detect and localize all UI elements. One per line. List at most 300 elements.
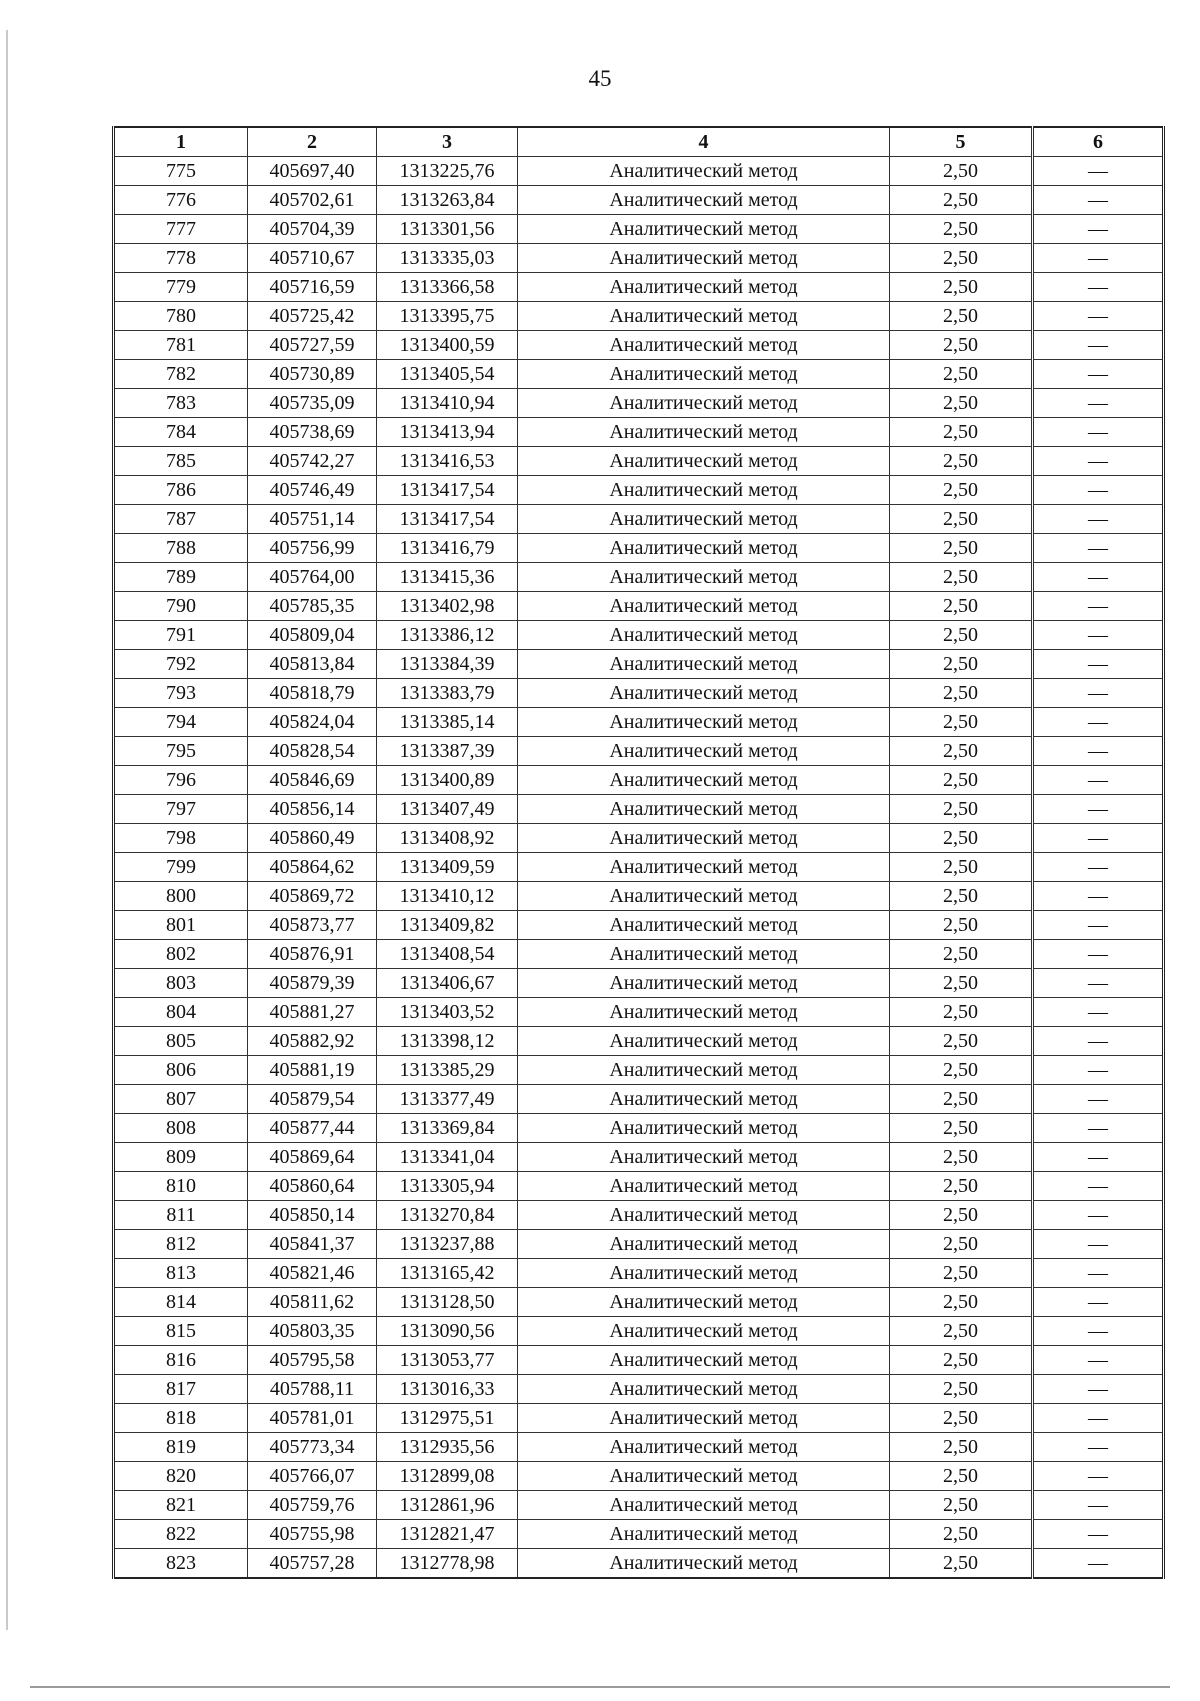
x-coordinate-cell: 405818,79: [248, 679, 377, 708]
method-cell: Аналитический метод: [518, 1172, 890, 1201]
table-row: [114, 1288, 1164, 1317]
accuracy-cell: 2,50: [890, 708, 1033, 737]
point-number-cell: 798: [114, 824, 248, 853]
x-coordinate-cell: 405795,58: [248, 1346, 377, 1375]
method-cell: Аналитический метод: [518, 1520, 890, 1549]
x-coordinate-cell: 405738,69: [248, 418, 377, 447]
accuracy-cell: 2,50: [890, 1230, 1033, 1259]
accuracy-cell: 2,50: [890, 157, 1033, 186]
method-cell: Аналитический метод: [518, 708, 890, 737]
method-cell: Аналитический метод: [518, 331, 890, 360]
accuracy-cell: 2,50: [890, 1259, 1033, 1288]
note-cell: —: [1033, 1259, 1164, 1288]
method-cell: Аналитический метод: [518, 1491, 890, 1520]
table-row: [114, 1462, 1164, 1491]
method-cell: Аналитический метод: [518, 998, 890, 1027]
coordinates-table: [112, 126, 1165, 1579]
x-coordinate-cell: 405735,09: [248, 389, 377, 418]
method-cell: Аналитический метод: [518, 1549, 890, 1579]
point-number-cell: 777: [114, 215, 248, 244]
point-number-cell: 814: [114, 1288, 248, 1317]
point-number-cell: 783: [114, 389, 248, 418]
table-row: [114, 650, 1164, 679]
x-coordinate-cell: 405710,67: [248, 244, 377, 273]
method-cell: Аналитический метод: [518, 1433, 890, 1462]
note-cell: —: [1033, 1520, 1164, 1549]
method-cell: Аналитический метод: [518, 679, 890, 708]
table-row: [114, 1027, 1164, 1056]
point-number-cell: 821: [114, 1491, 248, 1520]
method-cell: Аналитический метод: [518, 186, 890, 215]
y-coordinate-cell: 1313409,59: [377, 853, 518, 882]
table-row: [114, 679, 1164, 708]
y-coordinate-cell: 1313416,79: [377, 534, 518, 563]
point-number-cell: 779: [114, 273, 248, 302]
method-cell: Аналитический метод: [518, 621, 890, 650]
table-row: [114, 476, 1164, 505]
x-coordinate-cell: 405811,62: [248, 1288, 377, 1317]
table-row: [114, 1085, 1164, 1114]
y-coordinate-cell: 1313053,77: [377, 1346, 518, 1375]
x-coordinate-cell: 405785,35: [248, 592, 377, 621]
x-coordinate-cell: 405757,28: [248, 1549, 377, 1579]
accuracy-cell: 2,50: [890, 215, 1033, 244]
note-cell: —: [1033, 157, 1164, 186]
point-number-cell: 786: [114, 476, 248, 505]
accuracy-cell: 2,50: [890, 389, 1033, 418]
note-cell: —: [1033, 1549, 1164, 1579]
table-row: [114, 1317, 1164, 1346]
method-cell: Аналитический метод: [518, 795, 890, 824]
accuracy-cell: 2,50: [890, 1172, 1033, 1201]
accuracy-cell: 2,50: [890, 824, 1033, 853]
y-coordinate-cell: 1313410,12: [377, 882, 518, 911]
x-coordinate-cell: 405813,84: [248, 650, 377, 679]
note-cell: —: [1033, 853, 1164, 882]
y-coordinate-cell: 1313090,56: [377, 1317, 518, 1346]
note-cell: —: [1033, 1230, 1164, 1259]
y-coordinate-cell: 1313341,04: [377, 1143, 518, 1172]
note-cell: —: [1033, 186, 1164, 215]
y-coordinate-cell: 1313387,39: [377, 737, 518, 766]
table-row: [114, 737, 1164, 766]
x-coordinate-cell: 405704,39: [248, 215, 377, 244]
note-cell: —: [1033, 505, 1164, 534]
table-row: [114, 1230, 1164, 1259]
note-cell: —: [1033, 1201, 1164, 1230]
method-cell: Аналитический метод: [518, 476, 890, 505]
note-cell: —: [1033, 331, 1164, 360]
table-row: [114, 1433, 1164, 1462]
x-coordinate-cell: 405879,39: [248, 969, 377, 998]
point-number-cell: 792: [114, 650, 248, 679]
table-row: [114, 186, 1164, 215]
column-header: 3: [377, 127, 518, 157]
note-cell: —: [1033, 1346, 1164, 1375]
note-cell: —: [1033, 534, 1164, 563]
method-cell: Аналитический метод: [518, 244, 890, 273]
y-coordinate-cell: 1313403,52: [377, 998, 518, 1027]
table-row: [114, 1259, 1164, 1288]
point-number-cell: 782: [114, 360, 248, 389]
note-cell: —: [1033, 795, 1164, 824]
accuracy-cell: 2,50: [890, 1549, 1033, 1579]
x-coordinate-cell: 405873,77: [248, 911, 377, 940]
note-cell: —: [1033, 1143, 1164, 1172]
point-number-cell: 811: [114, 1201, 248, 1230]
y-coordinate-cell: 1313270,84: [377, 1201, 518, 1230]
table-row: [114, 534, 1164, 563]
y-coordinate-cell: 1313407,49: [377, 795, 518, 824]
x-coordinate-cell: 405697,40: [248, 157, 377, 186]
accuracy-cell: 2,50: [890, 1317, 1033, 1346]
table-row: [114, 766, 1164, 795]
y-coordinate-cell: 1313406,67: [377, 969, 518, 998]
column-header: 6: [1033, 127, 1164, 157]
method-cell: Аналитический метод: [518, 1288, 890, 1317]
table-row: [114, 1520, 1164, 1549]
point-number-cell: 785: [114, 447, 248, 476]
method-cell: Аналитический метод: [518, 534, 890, 563]
x-coordinate-cell: 405755,98: [248, 1520, 377, 1549]
point-number-cell: 796: [114, 766, 248, 795]
x-coordinate-cell: 405742,27: [248, 447, 377, 476]
point-number-cell: 789: [114, 563, 248, 592]
method-cell: Аналитический метод: [518, 1085, 890, 1114]
method-cell: Аналитический метод: [518, 766, 890, 795]
point-number-cell: 780: [114, 302, 248, 331]
table-row: [114, 795, 1164, 824]
method-cell: Аналитический метод: [518, 1230, 890, 1259]
accuracy-cell: 2,50: [890, 969, 1033, 998]
method-cell: Аналитический метод: [518, 1114, 890, 1143]
note-cell: —: [1033, 418, 1164, 447]
table-header: [114, 127, 1164, 157]
accuracy-cell: 2,50: [890, 998, 1033, 1027]
method-cell: Аналитический метод: [518, 215, 890, 244]
method-cell: Аналитический метод: [518, 882, 890, 911]
method-cell: Аналитический метод: [518, 418, 890, 447]
y-coordinate-cell: 1313128,50: [377, 1288, 518, 1317]
accuracy-cell: 2,50: [890, 447, 1033, 476]
table-row: [114, 447, 1164, 476]
point-number-cell: 788: [114, 534, 248, 563]
table-row: [114, 940, 1164, 969]
accuracy-cell: 2,50: [890, 911, 1033, 940]
x-coordinate-cell: 405781,01: [248, 1404, 377, 1433]
x-coordinate-cell: 405766,07: [248, 1462, 377, 1491]
y-coordinate-cell: 1313395,75: [377, 302, 518, 331]
y-coordinate-cell: 1313369,84: [377, 1114, 518, 1143]
note-cell: —: [1033, 1085, 1164, 1114]
method-cell: Аналитический метод: [518, 389, 890, 418]
method-cell: Аналитический метод: [518, 447, 890, 476]
accuracy-cell: 2,50: [890, 1404, 1033, 1433]
x-coordinate-cell: 405881,27: [248, 998, 377, 1027]
method-cell: Аналитический метод: [518, 563, 890, 592]
y-coordinate-cell: 1313417,54: [377, 476, 518, 505]
y-coordinate-cell: 1313016,33: [377, 1375, 518, 1404]
point-number-cell: 810: [114, 1172, 248, 1201]
point-number-cell: 819: [114, 1433, 248, 1462]
accuracy-cell: 2,50: [890, 360, 1033, 389]
method-cell: Аналитический метод: [518, 1404, 890, 1433]
y-coordinate-cell: 1312899,08: [377, 1462, 518, 1491]
y-coordinate-cell: 1313400,59: [377, 331, 518, 360]
table-row: [114, 911, 1164, 940]
method-cell: Аналитический метод: [518, 969, 890, 998]
point-number-cell: 801: [114, 911, 248, 940]
accuracy-cell: 2,50: [890, 244, 1033, 273]
table-row: [114, 824, 1164, 853]
note-cell: —: [1033, 679, 1164, 708]
note-cell: —: [1033, 1114, 1164, 1143]
y-coordinate-cell: 1313385,14: [377, 708, 518, 737]
accuracy-cell: 2,50: [890, 1491, 1033, 1520]
y-coordinate-cell: 1313410,94: [377, 389, 518, 418]
note-cell: —: [1033, 563, 1164, 592]
point-number-cell: 817: [114, 1375, 248, 1404]
accuracy-cell: 2,50: [890, 882, 1033, 911]
point-number-cell: 822: [114, 1520, 248, 1549]
point-number-cell: 795: [114, 737, 248, 766]
accuracy-cell: 2,50: [890, 273, 1033, 302]
scan-edge-left: [6, 30, 8, 1630]
table-row: [114, 302, 1164, 331]
x-coordinate-cell: 405773,34: [248, 1433, 377, 1462]
note-cell: —: [1033, 1288, 1164, 1317]
accuracy-cell: 2,50: [890, 1027, 1033, 1056]
x-coordinate-cell: 405730,89: [248, 360, 377, 389]
note-cell: —: [1033, 1027, 1164, 1056]
accuracy-cell: 2,50: [890, 766, 1033, 795]
table-row: [114, 360, 1164, 389]
table-row: [114, 1143, 1164, 1172]
table-row: [114, 882, 1164, 911]
x-coordinate-cell: 405869,72: [248, 882, 377, 911]
x-coordinate-cell: 405751,14: [248, 505, 377, 534]
note-cell: —: [1033, 273, 1164, 302]
method-cell: Аналитический метод: [518, 302, 890, 331]
method-cell: Аналитический метод: [518, 1317, 890, 1346]
point-number-cell: 805: [114, 1027, 248, 1056]
point-number-cell: 784: [114, 418, 248, 447]
x-coordinate-cell: 405846,69: [248, 766, 377, 795]
y-coordinate-cell: 1313165,42: [377, 1259, 518, 1288]
x-coordinate-cell: 405727,59: [248, 331, 377, 360]
accuracy-cell: 2,50: [890, 1288, 1033, 1317]
point-number-cell: 781: [114, 331, 248, 360]
table-row: [114, 1172, 1164, 1201]
accuracy-cell: 2,50: [890, 534, 1033, 563]
point-number-cell: 808: [114, 1114, 248, 1143]
point-number-cell: 812: [114, 1230, 248, 1259]
note-cell: —: [1033, 766, 1164, 795]
accuracy-cell: 2,50: [890, 940, 1033, 969]
point-number-cell: 818: [114, 1404, 248, 1433]
method-cell: Аналитический метод: [518, 1056, 890, 1085]
method-cell: Аналитический метод: [518, 273, 890, 302]
method-cell: Аналитический метод: [518, 505, 890, 534]
accuracy-cell: 2,50: [890, 1056, 1033, 1085]
y-coordinate-cell: 1313384,39: [377, 650, 518, 679]
y-coordinate-cell: 1313409,82: [377, 911, 518, 940]
method-cell: Аналитический метод: [518, 1259, 890, 1288]
accuracy-cell: 2,50: [890, 418, 1033, 447]
point-number-cell: 790: [114, 592, 248, 621]
point-number-cell: 794: [114, 708, 248, 737]
table-row: [114, 1346, 1164, 1375]
method-cell: Аналитический метод: [518, 1375, 890, 1404]
note-cell: —: [1033, 360, 1164, 389]
point-number-cell: 815: [114, 1317, 248, 1346]
point-number-cell: 800: [114, 882, 248, 911]
method-cell: Аналитический метод: [518, 157, 890, 186]
table-row: [114, 1201, 1164, 1230]
point-number-cell: 806: [114, 1056, 248, 1085]
point-number-cell: 791: [114, 621, 248, 650]
method-cell: Аналитический метод: [518, 650, 890, 679]
y-coordinate-cell: 1313386,12: [377, 621, 518, 650]
table-row: [114, 969, 1164, 998]
y-coordinate-cell: 1312821,47: [377, 1520, 518, 1549]
note-cell: —: [1033, 1404, 1164, 1433]
accuracy-cell: 2,50: [890, 650, 1033, 679]
method-cell: Аналитический метод: [518, 360, 890, 389]
point-number-cell: 793: [114, 679, 248, 708]
x-coordinate-cell: 405828,54: [248, 737, 377, 766]
accuracy-cell: 2,50: [890, 476, 1033, 505]
y-coordinate-cell: 1313305,94: [377, 1172, 518, 1201]
method-cell: Аналитический метод: [518, 853, 890, 882]
point-number-cell: 776: [114, 186, 248, 215]
note-cell: —: [1033, 244, 1164, 273]
y-coordinate-cell: 1313225,76: [377, 157, 518, 186]
note-cell: —: [1033, 592, 1164, 621]
y-coordinate-cell: 1313415,36: [377, 563, 518, 592]
accuracy-cell: 2,50: [890, 1085, 1033, 1114]
accuracy-cell: 2,50: [890, 1462, 1033, 1491]
x-coordinate-cell: 405856,14: [248, 795, 377, 824]
table-row: [114, 563, 1164, 592]
x-coordinate-cell: 405809,04: [248, 621, 377, 650]
point-number-cell: 803: [114, 969, 248, 998]
table-row: [114, 215, 1164, 244]
method-cell: Аналитический метод: [518, 911, 890, 940]
method-cell: Аналитический метод: [518, 1143, 890, 1172]
y-coordinate-cell: 1313408,92: [377, 824, 518, 853]
y-coordinate-cell: 1313301,56: [377, 215, 518, 244]
point-number-cell: 797: [114, 795, 248, 824]
x-coordinate-cell: 405746,49: [248, 476, 377, 505]
table-row: [114, 1114, 1164, 1143]
point-number-cell: 807: [114, 1085, 248, 1114]
table-row: [114, 1491, 1164, 1520]
method-cell: Аналитический метод: [518, 1027, 890, 1056]
column-header: 1: [114, 127, 248, 157]
x-coordinate-cell: 405841,37: [248, 1230, 377, 1259]
column-header: 5: [890, 127, 1033, 157]
method-cell: Аналитический метод: [518, 737, 890, 766]
point-number-cell: 804: [114, 998, 248, 1027]
point-number-cell: 787: [114, 505, 248, 534]
x-coordinate-cell: 405882,92: [248, 1027, 377, 1056]
x-coordinate-cell: 405756,99: [248, 534, 377, 563]
note-cell: —: [1033, 621, 1164, 650]
accuracy-cell: 2,50: [890, 331, 1033, 360]
table-row: [114, 998, 1164, 1027]
x-coordinate-cell: 405759,76: [248, 1491, 377, 1520]
table-row: [114, 157, 1164, 186]
y-coordinate-cell: 1313405,54: [377, 360, 518, 389]
x-coordinate-cell: 405876,91: [248, 940, 377, 969]
x-coordinate-cell: 405764,00: [248, 563, 377, 592]
table-row: [114, 1056, 1164, 1085]
accuracy-cell: 2,50: [890, 679, 1033, 708]
y-coordinate-cell: 1313416,53: [377, 447, 518, 476]
y-coordinate-cell: 1313385,29: [377, 1056, 518, 1085]
x-coordinate-cell: 405864,62: [248, 853, 377, 882]
x-coordinate-cell: 405725,42: [248, 302, 377, 331]
x-coordinate-cell: 405860,49: [248, 824, 377, 853]
y-coordinate-cell: 1313263,84: [377, 186, 518, 215]
x-coordinate-cell: 405803,35: [248, 1317, 377, 1346]
table-body: [114, 157, 1164, 1579]
note-cell: —: [1033, 708, 1164, 737]
note-cell: —: [1033, 1433, 1164, 1462]
y-coordinate-cell: 1313413,94: [377, 418, 518, 447]
accuracy-cell: 2,50: [890, 1375, 1033, 1404]
x-coordinate-cell: 405788,11: [248, 1375, 377, 1404]
y-coordinate-cell: 1312975,51: [377, 1404, 518, 1433]
table-row: [114, 1375, 1164, 1404]
x-coordinate-cell: 405881,19: [248, 1056, 377, 1085]
method-cell: Аналитический метод: [518, 824, 890, 853]
x-coordinate-cell: 405869,64: [248, 1143, 377, 1172]
point-number-cell: 775: [114, 157, 248, 186]
y-coordinate-cell: 1313377,49: [377, 1085, 518, 1114]
note-cell: —: [1033, 1462, 1164, 1491]
column-header: 2: [248, 127, 377, 157]
accuracy-cell: 2,50: [890, 1114, 1033, 1143]
method-cell: Аналитический метод: [518, 1201, 890, 1230]
x-coordinate-cell: 405821,46: [248, 1259, 377, 1288]
accuracy-cell: 2,50: [890, 1143, 1033, 1172]
accuracy-cell: 2,50: [890, 621, 1033, 650]
scan-edge-bottom: [30, 1686, 1170, 1688]
point-number-cell: 816: [114, 1346, 248, 1375]
accuracy-cell: 2,50: [890, 737, 1033, 766]
page-number: 45: [588, 66, 612, 91]
table-row: [114, 853, 1164, 882]
accuracy-cell: 2,50: [890, 1201, 1033, 1230]
y-coordinate-cell: 1313400,89: [377, 766, 518, 795]
y-coordinate-cell: 1312778,98: [377, 1549, 518, 1579]
y-coordinate-cell: 1313237,88: [377, 1230, 518, 1259]
x-coordinate-cell: 405716,59: [248, 273, 377, 302]
method-cell: Аналитический метод: [518, 1346, 890, 1375]
method-cell: Аналитический метод: [518, 1462, 890, 1491]
note-cell: —: [1033, 1172, 1164, 1201]
accuracy-cell: 2,50: [890, 302, 1033, 331]
x-coordinate-cell: 405850,14: [248, 1201, 377, 1230]
table-row: [114, 244, 1164, 273]
accuracy-cell: 2,50: [890, 1520, 1033, 1549]
table-row: [114, 592, 1164, 621]
y-coordinate-cell: 1313383,79: [377, 679, 518, 708]
note-cell: —: [1033, 215, 1164, 244]
table-row: [114, 273, 1164, 302]
